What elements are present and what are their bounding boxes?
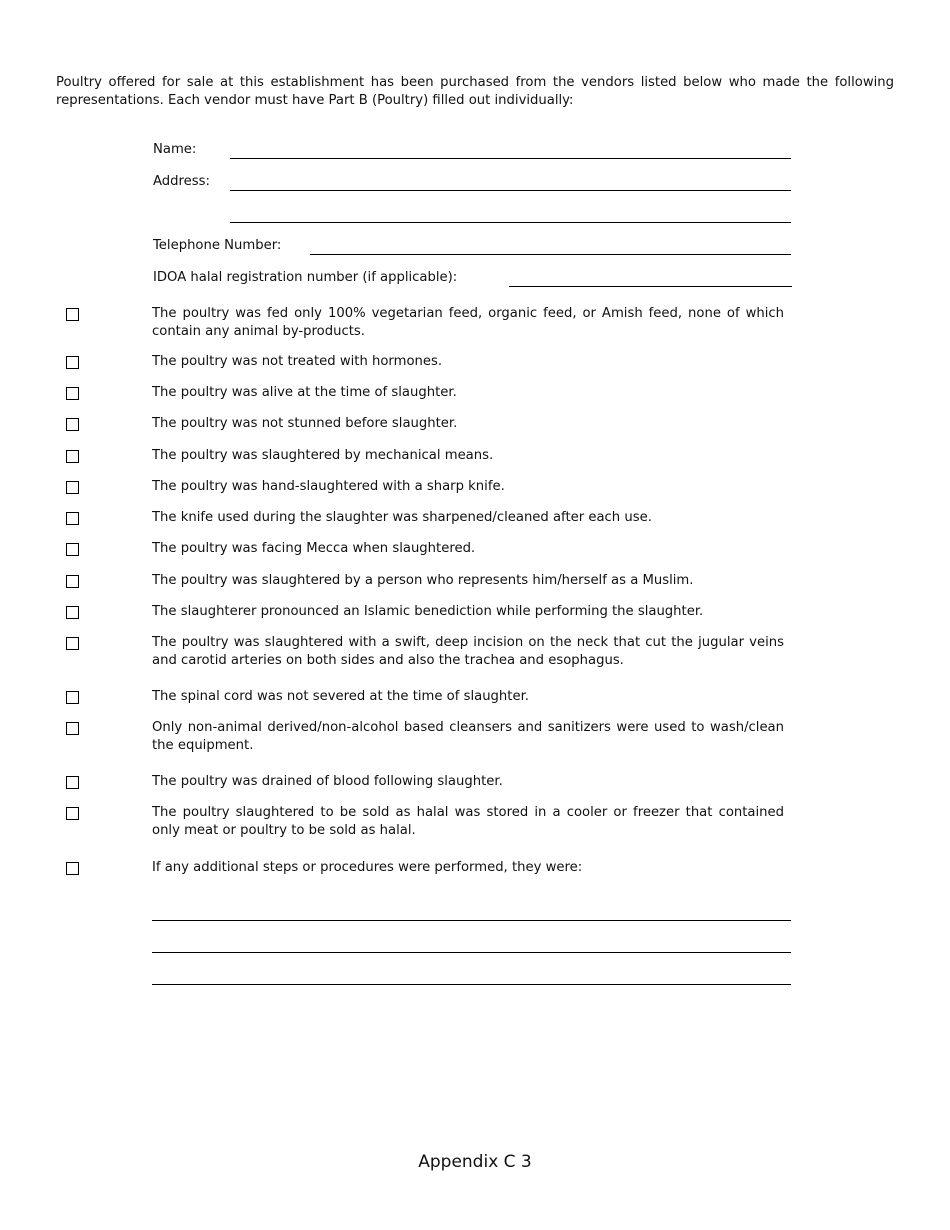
item-alive: The poultry was alive at the time of slaughter. [152,385,457,400]
checkbox-knife-cleaned[interactable] [66,512,79,525]
address-label: Address: [153,174,210,189]
item-hormones: The poultry was not treated with hormones. [152,354,443,369]
checkbox-additional[interactable] [66,862,79,875]
item-drained: The poultry was drained of blood following slaughter. [152,774,503,789]
item-mechanical: The poultry was slaughtered by mechanical means. [152,448,494,463]
additional-steps-line-3[interactable] [152,984,791,985]
checkbox-hand-slaughtered[interactable] [66,481,79,494]
item-muslim-slaughterer: The poultry was slaughtered by a person who represents him/herself as a Muslim. [152,573,694,588]
checkbox-feed[interactable] [66,308,79,321]
item-incision: The poultry was slaughtered with a swift, deep incision on the neck that cut the jugular veins and carotid arteries on both sides and also the trachea and esophagus. [152,635,784,668]
idoa-field[interactable] [509,286,792,287]
item-not-stunned: The poultry was not stunned before slaughter. [152,416,458,431]
item-facing-mecca: The poultry was facing Mecca when slaughtered. [152,541,476,556]
name-field[interactable] [230,158,791,159]
idoa-label: IDOA halal registration number (if applicable): [153,270,458,285]
item-storage: The poultry slaughtered to be sold as halal was stored in a cooler or freezer that contained only meat or poultry to be sold as halal. [152,805,784,838]
item-feed: The poultry was fed only 100% vegetarian feed, organic feed, or Amish feed, none of which contain any animal by-products. [152,306,784,339]
item-hand-slaughtered: The poultry was hand-slaughtered with a sharp knife. [152,479,505,494]
name-label: Name: [153,142,197,157]
checkbox-alive[interactable] [66,387,79,400]
checkbox-facing-mecca[interactable] [66,543,79,556]
item-knife-cleaned: The knife used during the slaughter was sharpened/cleaned after each use. [152,510,652,525]
checkbox-incision[interactable] [66,637,79,650]
checkbox-hormones[interactable] [66,356,79,369]
item-benediction: The slaughterer pronounced an Islamic benediction while performing the slaughter. [152,604,704,619]
checkbox-benediction[interactable] [66,606,79,619]
item-additional: If any additional steps or procedures were performed, they were: [152,860,583,875]
checkbox-spinal-cord[interactable] [66,691,79,704]
checkbox-cleansers[interactable] [66,722,79,735]
checkbox-drained[interactable] [66,776,79,789]
checkbox-not-stunned[interactable] [66,418,79,431]
additional-steps-line-1[interactable] [152,920,791,921]
item-spinal-cord: The spinal cord was not severed at the time of slaughter. [152,689,529,704]
page-footer: Appendix C 3 [418,1152,532,1172]
telephone-label: Telephone Number: [153,238,282,253]
address-field-line-2[interactable] [230,222,791,223]
checkbox-mechanical[interactable] [66,450,79,463]
intro-paragraph: Poultry offered for sale at this establishment has been purchased from the vendors listed below who made the following representations. Each vendor must have Part B (Poultry) filled out individually: [56,75,894,108]
additional-steps-line-2[interactable] [152,952,791,953]
item-cleansers: Only non-animal derived/non-alcohol based cleansers and sanitizers were used to wash/clean the equipment. [152,720,784,753]
checkbox-storage[interactable] [66,807,79,820]
telephone-field[interactable] [310,254,791,255]
checkbox-muslim-slaughterer[interactable] [66,575,79,588]
address-field-line-1[interactable] [230,190,791,191]
